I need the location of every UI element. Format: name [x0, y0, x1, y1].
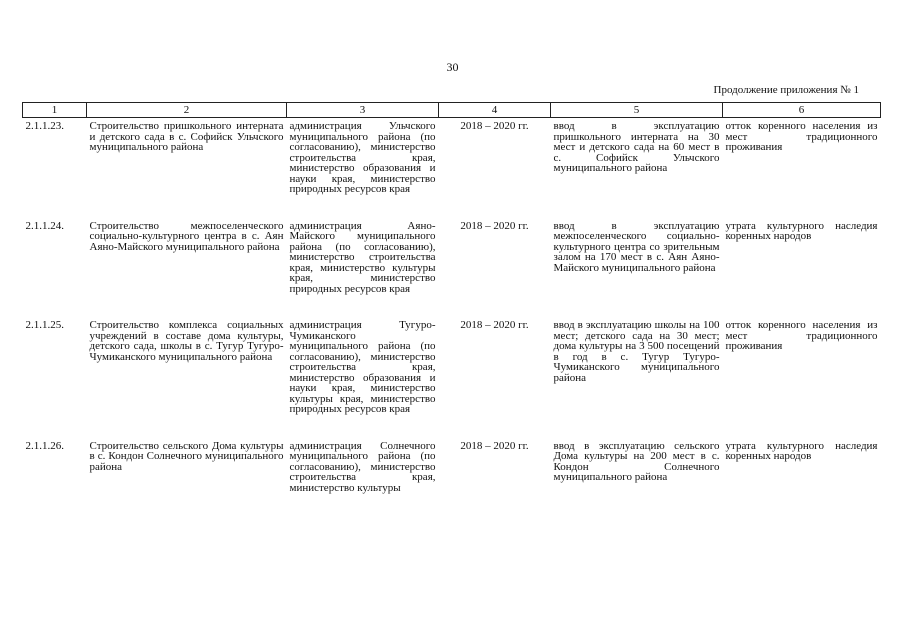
column-header: 6: [723, 103, 881, 118]
row-number: 2.1.1.24.: [25, 219, 64, 232]
executor: администрация Тугуро-Чумиканского муниципального района (по согласованию), министерство строительства края, министерство образования и науки края, министерство культуры края, министерство природных ресурсов края: [289, 319, 436, 415]
row-number: 2.1.1.23.: [25, 120, 64, 132]
table-row: [23, 320, 881, 415]
period: 2018 – 2020 гг.: [460, 219, 529, 232]
column-header: 4: [439, 103, 551, 118]
table-row: [23, 441, 881, 494]
expected-result: ввод в эксплуатацию пришкольного интерната на 30 мест и детского сада на 60 мест в с. Софийск Ульчского муниципального района: [553, 120, 720, 174]
risk: утрата культурного наследия коренных народов: [725, 219, 878, 242]
executor: администрация Аяно-Майского муниципального района (по согласованию), министерство строительства края, министерство культуры края, министерство природных ресурсов края: [289, 219, 436, 295]
period: 2018 – 2020 гг.: [460, 439, 529, 452]
table-row: [23, 121, 881, 195]
risk: утрата культурного наследия коренных народов: [725, 439, 878, 462]
measure-name: Строительство сельского Дома культуры в с. Кондон Солнечного муниципального района: [89, 439, 284, 473]
column-header: 3: [287, 103, 439, 118]
appendix-table: [22, 102, 881, 493]
page-number: 30: [446, 60, 459, 74]
continuation-note: Продолжение приложения № 1: [713, 84, 859, 96]
column-header: 2: [87, 103, 287, 118]
column-number-row: [23, 103, 881, 118]
expected-result: ввод в эксплуатацию межпоселенческого социально-культурного центра со зрительным залом на 170 мест в с. Аян Аяно-Майского муниципального района: [553, 219, 720, 274]
expected-result: ввод в эксплуатацию сельского Дома культуры на 200 мест в с. Кондон Солнечного муниципального района: [553, 439, 720, 483]
measure-name: Строительство комплекса социальных учреждений в составе дома культуры, детского сада, школы в с. Тугур Тугуро-Чумиканского муниципального района: [89, 319, 284, 363]
risk: отток коренного населения из мест традиционного проживания: [725, 319, 878, 352]
executor: администрация Солнечного муниципального района (по согласованию), министерство строительства края, министерство культуры: [289, 439, 436, 494]
column-header: 1: [23, 103, 87, 118]
row-number: 2.1.1.26.: [25, 439, 64, 452]
period: 2018 – 2020 гг.: [460, 319, 529, 331]
row-number: 2.1.1.25.: [25, 319, 64, 331]
measure-name: Строительство пришкольного интерната и детского сада в с. Софийск Ульчского муниципального района: [89, 120, 284, 153]
risk: отток коренного населения из мест традиционного проживания: [725, 120, 878, 153]
executor: администрация Ульчского муниципального района (по согласованию), министерство строительства края, министерство образования и науки края, министерство природных ресурсов края: [289, 120, 436, 195]
period: 2018 – 2020 гг.: [460, 120, 529, 132]
column-header: 5: [551, 103, 723, 118]
measure-name: Строительство межпоселенческого социально-культурного центра в с. Аян Аяно-Майского муниципального района: [89, 219, 284, 253]
expected-result: ввод в эксплуатацию школы на 100 мест; детского сада на 30 мест; дома культуры на 3 500 посещений в год в с. Тугур Тугуро-Чумиканского муниципального района: [553, 319, 720, 384]
table-row: [23, 221, 881, 295]
